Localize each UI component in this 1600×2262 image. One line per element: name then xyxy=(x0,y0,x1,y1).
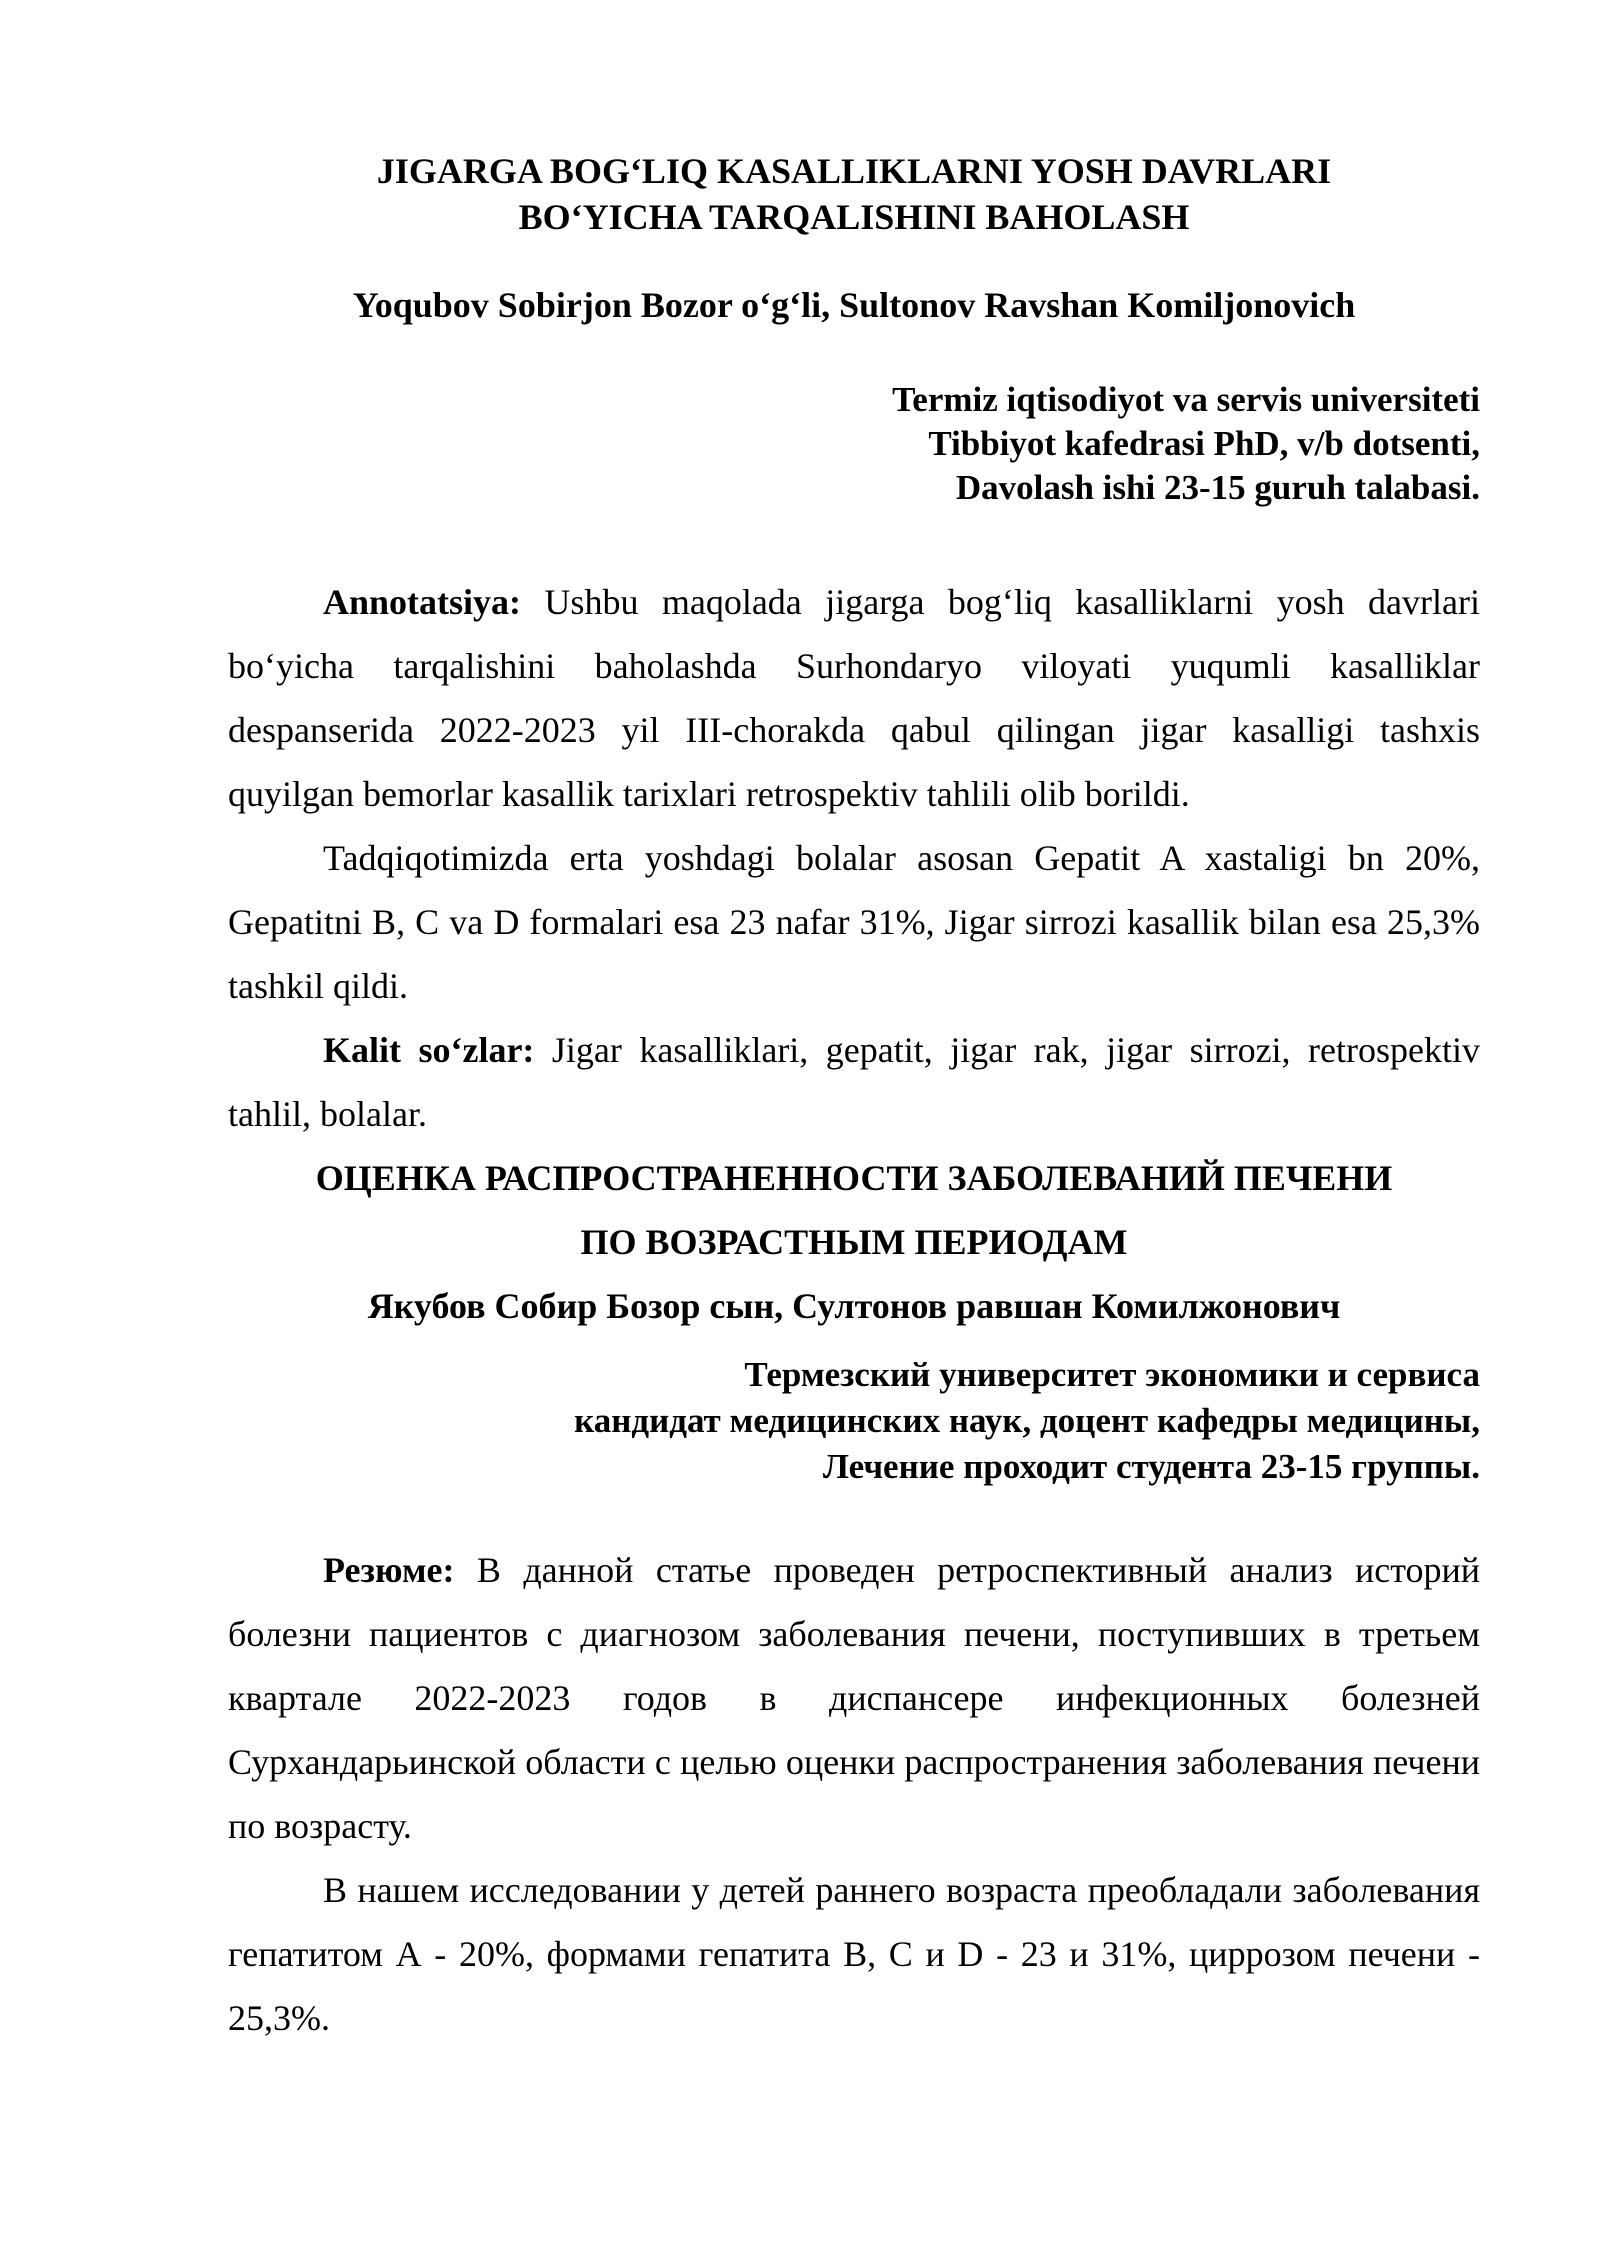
uz-title-line1: JIGARGA BOG‘LIQ KASALLIKLARNI YOSH DAVRLARI xyxy=(376,151,1332,191)
ru-results-paragraph: В нашем исследовании у детей раннего возраста преобладали заболевания гепатитом А - 20%, формами гепатита B, C и D - 23 и 31%, циррозом печени - 25,3%. xyxy=(228,1870,1480,2038)
ru-title-line1: ОЦЕНКА РАСПРОСТРАНЕННОСТИ ЗАБОЛЕВАНИЙ ПЕЧЕНИ xyxy=(315,1158,1393,1198)
uz-title xyxy=(228,148,1480,240)
uz-title-line2: BO‘YICHA TARQALISHINI BAHOLASH xyxy=(518,197,1190,237)
ru-affiliation xyxy=(228,1352,1480,1490)
ru-affiliation-line3: Лечение проходит студента 23-15 группы. xyxy=(822,1447,1480,1486)
uz-keywords-text: Jigar kasalliklari, gepatit, jigar rak, jigar sirrozi, retrospektiv tahlil, bolalar. xyxy=(228,1030,1480,1134)
ru-summary-label: Резюме: xyxy=(323,1550,455,1590)
uz-results-paragraph: Tadqiqotimizda erta yoshdagi bolalar asosan Gepatit A xastaligi bn 20%, Gepatitni B, C va D formalari esa 23 nafar 31%, Jigar sirrozi kasallik bilan esa 25,3% tashkil qildi. xyxy=(228,838,1480,1006)
ru-authors: Якубов Собир Бозор сын, Султонов равшан Комилжонович xyxy=(367,1286,1341,1326)
uz-authors: Yoqubov Sobirjon Bozor o‘g‘li, Sultonov Ravshan Komiljonovich xyxy=(352,285,1356,325)
uz-abstract-paragraph xyxy=(228,570,1480,826)
uz-affiliation-line2: Tibbiyot kafedrasi PhD, v/b dotsenti, xyxy=(928,424,1480,463)
ru-summary-text: В данной статье проведен ретроспективный анализ историй болезни пациентов с диагнозом заболевания печени, поступивших в третьем квартале 2022-2023 годов в диспансере инфекционных болезней Сурхандарьинской области с целью оценки распространения заболевания печени по возрасту. xyxy=(228,1550,1480,1846)
uz-affiliation-line1: Termiz iqtisodiyot va servis universiteti xyxy=(892,380,1480,419)
uz-affiliation xyxy=(228,378,1480,510)
uz-abstract-label: Annotatsiya: xyxy=(323,582,522,622)
uz-keywords-label: Kalit so‘zlar: xyxy=(323,1030,535,1070)
ru-affiliation-line2: кандидат медицинских наук, доцент кафедры медицины, xyxy=(574,1401,1480,1440)
uz-affiliation-line3: Davolash ishi 23-15 guruh talabasi. xyxy=(955,468,1480,507)
ru-affiliation-line1: Термезский университет экономики и сервиса xyxy=(744,1355,1480,1394)
ru-title xyxy=(228,1146,1480,1274)
uz-abstract-text: Ushbu maqolada jigarga bog‘liq kasalliklarni yosh davrlari bo‘yicha tarqalishini baholashda Surhondaryo viloyati yuqumli kasalliklar despanserida 2022-2023 yil III-chorakda qabul qilingan jigar kasalligi tashxis quyilgan bemorlar kasallik tarixlari retrospektiv tahlili olib borildi. xyxy=(228,582,1480,814)
ru-summary-paragraph xyxy=(228,1538,1480,1858)
uz-keywords-paragraph xyxy=(228,1018,1480,1146)
ru-title-line2: ПО ВОЗРАСТНЫМ ПЕРИОДАМ xyxy=(580,1222,1128,1262)
